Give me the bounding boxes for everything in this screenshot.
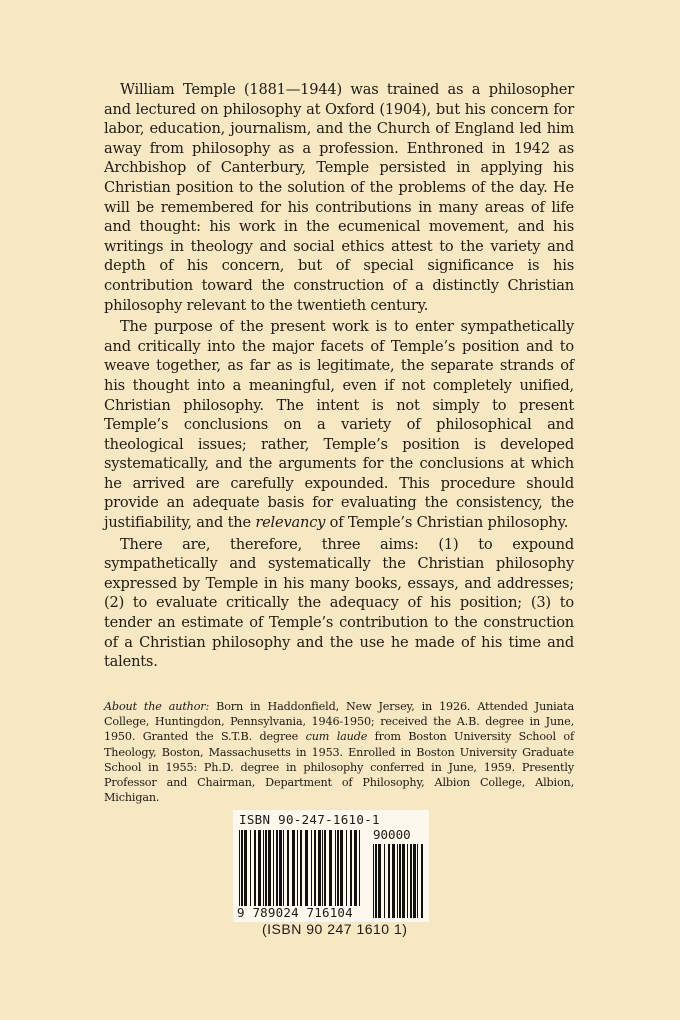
paragraph-3: There are, therefore, three aims: (1) to expound sympathetically and systematically the Christian philosophy expressed by Temple in his many books, essays, and addresses; (2) to evaluate critically the adequacy of his position; (3) to tender an estimate of Temple’s contribution to the construction of a Christian philosophy and the use he made of his time and talents. [104, 535, 574, 671]
barcode-isbn-label: ISBN 90-247-1610-1 [239, 812, 380, 827]
description-text [104, 80, 574, 674]
barcode-ean-number: 9 789024 716104 [237, 905, 353, 920]
paragraph-1: William Temple (1881—1944) was trained as a philosopher and lectured on philosophy at Oxford (1904), but his concern for labor, education, journalism, and the Church of England led him away from philosophy as a profession. Enthroned in 1942 as Archbishop of Canterbury, Temple persisted in applying his Christian position to the solution of the problems of the day. He will be remembered for his contributions in many areas of life and thought: his work in the ecumenical movement, and his writings in theology and social ethics attest to the variety and depth of his concern, but of special significance is his contribution toward the construction of a distinctly Christian philosophy relevant to the twentieth century. [104, 81, 574, 314]
about-the-author: About the author: Born in Haddonfield, New Jersey, in 1926. Attended Juniata College, Huntingdon, Pennsylvania, 1946-1950; received the A.B. degree in June, 1950. Granted the S.T.B. degree cum laude from Boston University School of Theology, Boston, Massachusetts in 1953. Enrolled in Boston University Graduate School in 1955: Ph.D. degree in philosophy conferred in June, 1959. Presently Professor and Chairman, Department of Philosophy, Albion College, Albion, Michigan. [104, 700, 574, 805]
paragraph-2: The purpose of the present work is to enter sympathetically and critically into the major facets of Temple’s position and to weave together, as far as is legitimate, the separate strands of his thought into a meaningful, even if not completely unified, Christian philosophy. The intent is not simply to present Temple’s conclusions on a variety of philosophical and theological issues; rather, Temple’s position is developed systematically, and the arguments for the conclusions at which he arrived are carefully expounded. This procedure should provide an adequate basis for evaluating the consistency, the justifiability, and the relevancy of Temple’s Christian philosophy. [104, 318, 574, 532]
isbn-footer: (ISBN 90 247 1610 1) [262, 921, 408, 937]
barcode [233, 810, 429, 922]
about-label: About the author: [104, 700, 210, 713]
barcode-addon-number: 90000 [373, 827, 411, 842]
